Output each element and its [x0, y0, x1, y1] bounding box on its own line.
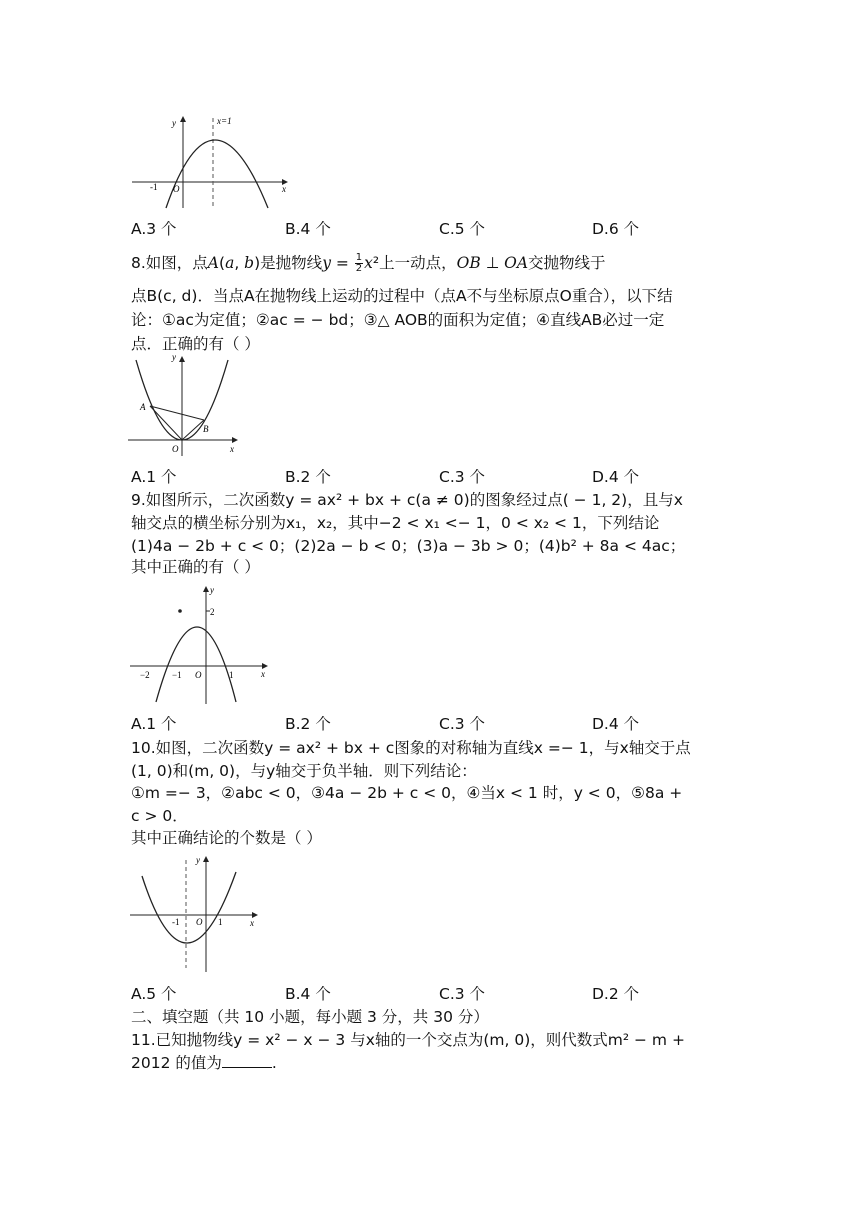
segment-ob — [182, 420, 204, 440]
q10-line-5: 其中正确结论的个数是（ ） — [131, 829, 322, 847]
origin-label: O — [196, 917, 203, 927]
one-label: 1 — [218, 917, 223, 927]
q8-line-4: 点．正确的有（ ） — [131, 335, 260, 353]
q7-option-c[interactable]: C.5 个 — [439, 220, 486, 238]
x-label: x — [230, 444, 234, 454]
x-label: x — [282, 184, 286, 194]
y-label: y — [196, 855, 200, 865]
origin-label: O — [172, 444, 179, 454]
y-axis-arrow — [203, 586, 209, 592]
point-a-label: A — [140, 402, 146, 412]
q8-option-b[interactable]: B.2 个 — [285, 468, 331, 486]
y-axis-arrow — [179, 356, 185, 362]
q11-line-2: 2012 的值为 . — [131, 1054, 277, 1072]
q8-line-3: 论：①ac为定值；②ac = − bd；③△ AOB的面积为定值；④直线AB必过一定 — [131, 311, 665, 329]
y-label: y — [210, 585, 214, 595]
q9-option-b[interactable]: B.2 个 — [285, 715, 331, 733]
q10-line-3: ①m =− 3，②abc < 0，③4a − 2b + c < 0，④当x < 1 时，y < 0，⑤8a + — [131, 784, 683, 802]
segment-oa — [150, 406, 182, 440]
y-label: y — [172, 352, 176, 362]
q9-graph — [128, 582, 276, 706]
q10-option-d[interactable]: D.2 个 — [592, 985, 640, 1003]
q11-line-1: 11.已知抛物线y = x² − x − 3 与x轴的一个交点为(m, 0)，则代数式m² − m + — [131, 1031, 685, 1049]
y-two-label: 2 — [210, 607, 215, 617]
point-b-label: B — [203, 424, 209, 434]
q10-line-1: 10.如图，二次函数y = ax² + bx + c图象的对称轴为直线x =− 1，与x轴交于点 — [131, 739, 691, 757]
axis-label: x=1 — [217, 116, 232, 126]
q9-line-2: 轴交点的横坐标分别为x₁，x₂，其中−2 < x₁ <− 1，0 < x₂ < 1，下列结论 — [131, 514, 660, 532]
minus-one-label: -1 — [150, 182, 158, 192]
q8-line-2: 点B(c, d)．当点A在抛物线上运动的过程中（点A不与坐标原点O重合），以下结 — [131, 287, 673, 305]
q10-line-4: c > 0． — [131, 807, 188, 825]
one-label: 1 — [229, 670, 234, 680]
y-axis-arrow — [203, 856, 209, 862]
section-2-heading: 二、填空题（共 10 小题，每小题 3 分，共 30 分） — [131, 1008, 489, 1026]
x-axis-arrow — [232, 437, 238, 443]
point-m1-2 — [178, 609, 182, 613]
q9-option-d[interactable]: D.4 个 — [592, 715, 640, 733]
q9-option-c[interactable]: C.3 个 — [439, 715, 486, 733]
q9-option-a[interactable]: A.1 个 — [131, 715, 177, 733]
q7-option-d[interactable]: D.6 个 — [592, 220, 640, 238]
origin-label: O — [173, 184, 180, 194]
q8-option-c[interactable]: C.3 个 — [439, 468, 486, 486]
origin-label: O — [195, 670, 202, 680]
q9-line-4: 其中正确的有（ ） — [131, 558, 260, 576]
minus-two-label: −2 — [140, 670, 150, 680]
q9-line-3: (1)4a − 2b + c < 0；(2)2a − b < 0；(3)a − 3b > 0；(4)b² + 8a < 4ac； — [131, 537, 686, 555]
q8-line-1: 8.如图，点A(a, b)是抛物线y = $\frac{1}{2}$ x²上一动点，OB ⊥ OA交抛物线于 — [131, 252, 606, 274]
q10-option-a[interactable]: A.5 个 — [131, 985, 177, 1003]
q9-line-1: 9.如图所示，二次函数y = ax² + bx + c(a ≠ 0)的图象经过点( − 1, 2)，且与x — [131, 491, 683, 509]
q7-option-b[interactable]: B.4 个 — [285, 220, 331, 238]
q10-line-2: (1, 0)和(m, 0)，与y轴交于负半轴．则下列结论： — [131, 762, 477, 780]
q10-graph — [128, 852, 264, 976]
q8-option-d[interactable]: D.4 个 — [592, 468, 640, 486]
q7-graph — [128, 112, 293, 212]
parabola-curve — [142, 872, 236, 943]
q8-graph — [126, 352, 244, 460]
fraction-one-half: $\frac{1}{2}$ — [355, 252, 363, 274]
q8-option-a[interactable]: A.1 个 — [131, 468, 177, 486]
y-axis-arrow — [180, 116, 186, 122]
parabola-curve — [166, 140, 268, 208]
y-label: y — [172, 118, 176, 128]
minus-one-label: -1 — [172, 917, 180, 927]
parabola-curve — [156, 627, 236, 702]
q10-option-b[interactable]: B.4 个 — [285, 985, 331, 1003]
x-label: x — [261, 669, 265, 679]
x-label: x — [250, 918, 254, 928]
q10-option-c[interactable]: C.3 个 — [439, 985, 486, 1003]
answer-blank[interactable] — [222, 1053, 272, 1068]
q7-option-a[interactable]: A.3 个 — [131, 220, 177, 238]
minus-one-label: −1 — [172, 670, 182, 680]
